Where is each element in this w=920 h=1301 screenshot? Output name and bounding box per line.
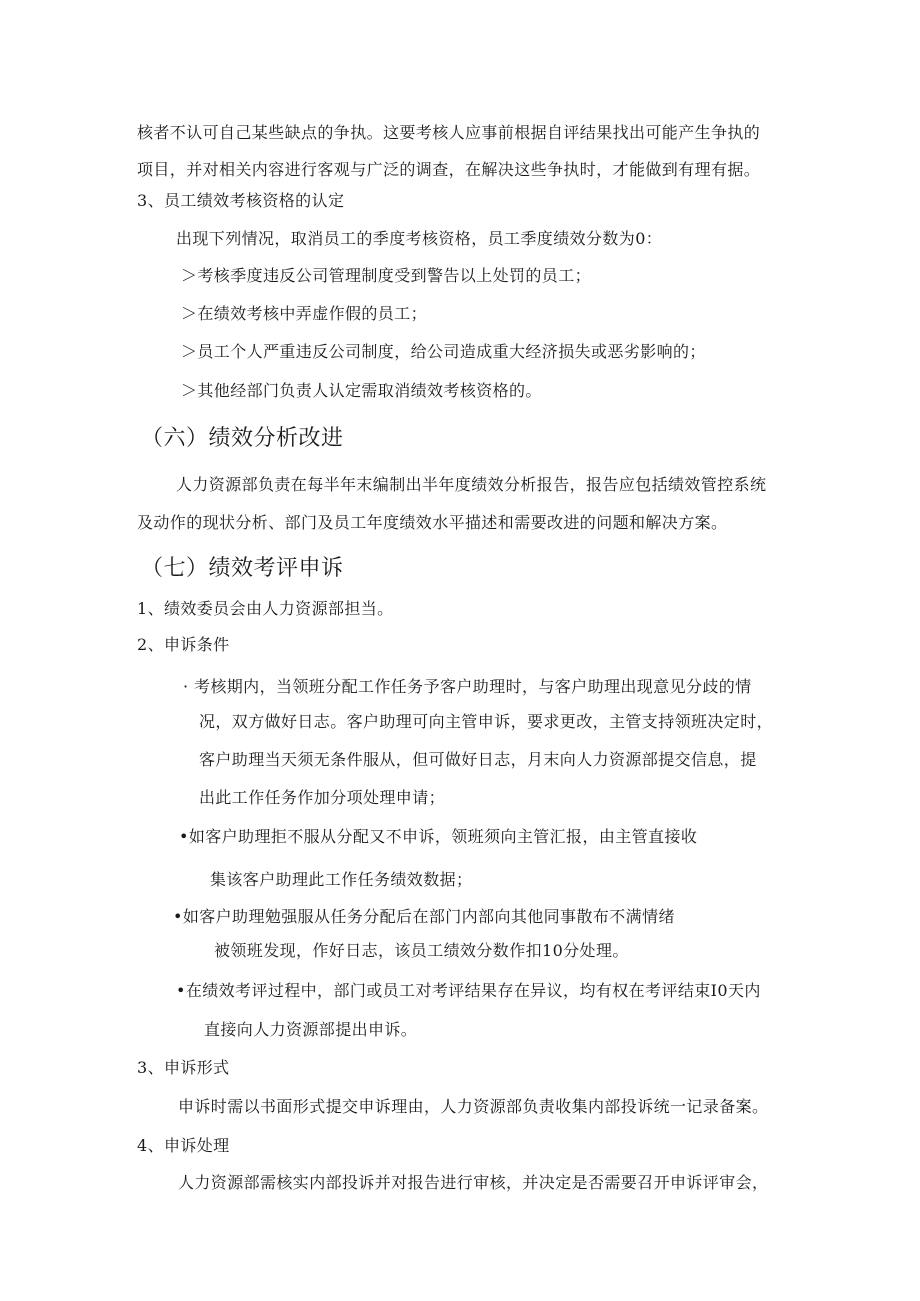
bullet-line: 被领班发现，作好日志，该员工绩效分数作扣10分处理。 bbox=[214, 941, 629, 960]
paragraph-line: 申诉时需以书面形式提交申诉理由，人力资源部负责收集内部投诉统一记录备案。 bbox=[178, 1097, 769, 1116]
list-item: ＞其他经部门负责人认定需取消绩效考核资格的。 bbox=[181, 381, 542, 400]
section-title: 3、员工绩效考核资格的认定 bbox=[137, 191, 345, 210]
bullet-line: 况，双方做好日志。客户助理可向主管申诉，要求更改，主管支持领班决定时， bbox=[199, 712, 774, 731]
list-item: ＞在绩效考核中弄虚作假的员工； bbox=[181, 304, 428, 323]
list-item: ＞员工个人严重违反公司制度，给公司造成重大经济损失或恶劣影响的； bbox=[181, 342, 706, 361]
paragraph-line: 人力资源部需核实内部投诉并对报告进行审核，并决定是否需要召开申诉评审会， bbox=[178, 1173, 769, 1192]
bullet-line: 客户助理当天须无条件服从，但可做好日志，月末向人力资源部提交信息，提 bbox=[199, 750, 757, 769]
bullet-line: · 考核期内，当领班分配工作任务予客户助理时，与客户助理出现意见分歧的情 bbox=[183, 677, 752, 696]
bullet-line: 直接向人力资源部提出申诉。 bbox=[204, 1020, 418, 1039]
bullet-line: •在绩效考评过程中，部门或员工对考评结果存在异议，均有权在考评结束I0天内 bbox=[176, 981, 761, 1000]
paragraph-line: 及动作的现状分析、部门及员工年度绩效水平描述和需要改进的问题和解决方案。 bbox=[137, 513, 728, 532]
section-heading: （六）绩效分析改进 bbox=[141, 426, 344, 451]
section-title: 3、申诉形式 bbox=[137, 1058, 230, 1077]
section-title: 2、申诉条件 bbox=[137, 635, 230, 654]
paragraph-line: 项目，并对相关内容进行客观与广泛的调查，在解决这些争执时，才能做到有理有据。 bbox=[137, 160, 761, 179]
list-item: ＞考核季度违反公司管理制度受到警告以上处罚的员工； bbox=[181, 266, 592, 285]
bullet-line: •如客户助理拒不服从分配又不申诉，领班须向主管汇报，由主管直接收 bbox=[179, 827, 698, 846]
paragraph-line: 人力资源部负责在每半年末编制出半年度绩效分析报告，报告应包括绩效管控系统 bbox=[176, 475, 767, 494]
bullet-line: 集该客户助理此工作任务绩效数据； bbox=[210, 870, 473, 889]
bullet-line: 出此工作任务作加分项处理申请； bbox=[199, 788, 446, 807]
bullet-line: •如客户助理勉强服从任务分配后在部门内部向其他同事散布不满情绪 bbox=[173, 907, 675, 926]
section-title: 4、申诉处理 bbox=[137, 1136, 230, 1155]
paragraph-line: 出现下列情况，取消员工的季度考核资格，员工季度绩效分数为0： bbox=[176, 229, 663, 248]
section-heading: （七）绩效考评申诉 bbox=[141, 556, 344, 581]
paragraph-line: 核者不认可自己某些缺点的争执。这要考核人应事前根据自评结果找出可能产生争执的 bbox=[137, 123, 761, 142]
section-title: 1、绩效委员会由人力资源部担当。 bbox=[137, 599, 394, 618]
